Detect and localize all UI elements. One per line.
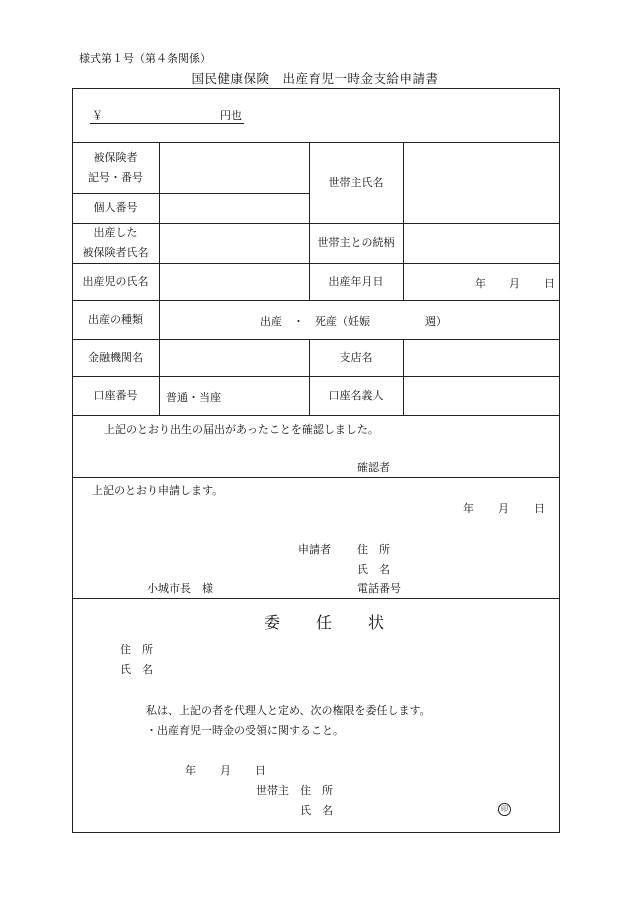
amount-suffix: 円也 <box>220 109 242 122</box>
rule-row-account-bottom <box>72 415 560 416</box>
mayor-addressee: 小城市長 様 <box>147 582 213 595</box>
form-title: 国民健康保険 出産育児一時金支給申請書 <box>191 71 439 86</box>
applicant-label: 申請者 <box>298 543 331 556</box>
applicant-phone-label: 電話番号 <box>357 582 401 595</box>
proxy-head-address-label: 住 所 <box>300 784 333 797</box>
proxy-date-year: 年 <box>185 764 196 777</box>
birth-type-label: 出産の種類 <box>88 312 143 326</box>
application-month: 月 <box>498 502 509 515</box>
proxy-name-label: 氏 名 <box>120 663 153 676</box>
birth-date-label: 出産年月日 <box>328 274 384 288</box>
proxy-title: 委任状 <box>264 613 421 632</box>
birth-insured-line2: 被保険者氏名 <box>82 246 149 259</box>
household-head-name-label: 世帯主氏名 <box>328 175 384 189</box>
seal-icon: 印 <box>498 803 511 816</box>
confirmation-text: 上記のとおり出生の届出があったことを確認しました。 <box>104 423 379 436</box>
applicant-address-label: 住 所 <box>357 543 390 556</box>
amount-underline <box>90 123 244 124</box>
proxy-head-label: 世帯主 <box>256 784 289 797</box>
birth-type-options: 出産 ・ 死産（妊娠 週） <box>260 315 447 328</box>
individual-number-label: 個人番号 <box>93 201 138 214</box>
application-text: 上記のとおり申請します。 <box>92 484 224 497</box>
relation-to-head-label: 世帯主との続柄 <box>317 236 395 249</box>
insured-number-label <box>72 142 159 193</box>
child-name-label: 出産児の氏名 <box>82 274 149 288</box>
birth-date-day: 日 <box>544 277 555 290</box>
yen-symbol: ￥ <box>92 109 103 122</box>
account-type: 普通・当座 <box>166 391 221 404</box>
birth-date-year: 年 <box>475 277 486 290</box>
branch-name-label: 支店名 <box>339 350 373 364</box>
proxy-date-day: 日 <box>255 764 266 777</box>
proxy-item: ・出産育児一時金の受領に関すること。 <box>146 724 344 737</box>
insured-label-line1: 被保険者 <box>93 150 138 164</box>
insured-label-line2: 記号・番号 <box>88 170 143 184</box>
form-number-label: 様式第１号（第４条関係） <box>79 52 211 65</box>
birth-insured-line1: 出産した <box>93 226 138 239</box>
applicant-name-label: 氏 名 <box>357 563 390 576</box>
rule-col-3 <box>403 142 404 300</box>
proxy-statement: 私は、上記の者を代理人と定め、次の権限を委任します。 <box>146 704 431 717</box>
confirmer-label: 確認者 <box>357 461 390 474</box>
account-holder-label: 口座名義人 <box>328 388 384 402</box>
proxy-date-month: 月 <box>220 764 231 777</box>
rule-confirm-bottom <box>72 477 560 478</box>
birth-date-month: 月 <box>509 277 520 290</box>
rule-application-bottom <box>72 598 560 599</box>
rule-col-3b <box>403 339 404 415</box>
bank-name-label: 金融機関名 <box>88 350 143 364</box>
application-day: 日 <box>534 502 545 515</box>
birth-insured-label <box>72 223 159 263</box>
application-year: 年 <box>463 502 474 515</box>
account-number-label: 口座番号 <box>93 388 138 402</box>
rule-col-1 <box>159 142 160 415</box>
proxy-head-name-label: 氏 名 <box>300 804 333 817</box>
proxy-address-label: 住 所 <box>120 643 153 656</box>
